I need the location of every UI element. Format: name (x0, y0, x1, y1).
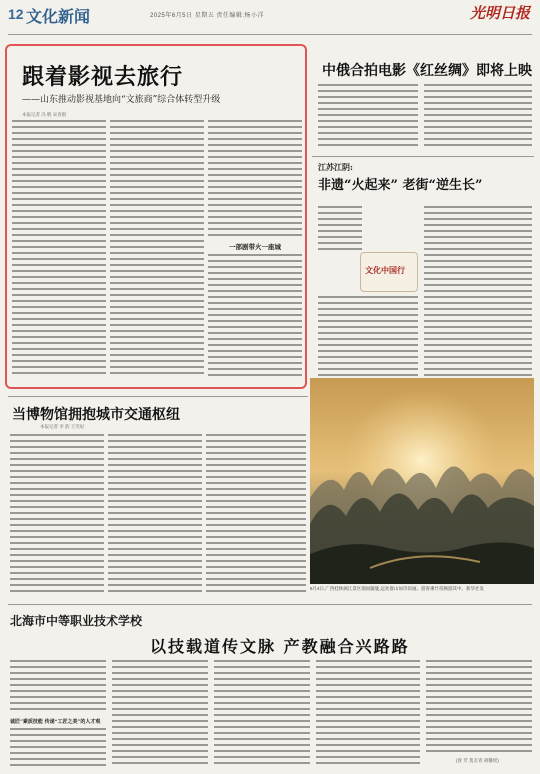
bottom-column-4 (316, 660, 420, 768)
left-mid-column-3 (206, 434, 306, 596)
right-divider-1 (312, 156, 534, 157)
left-mid-byline: 本报记者 李 韵 王笑妃 (40, 424, 85, 429)
page-number: 12 (8, 6, 24, 22)
left-mid-headline: 当博物馆拥抱城市交通枢纽 (12, 407, 180, 423)
bottom-column-3 (214, 660, 310, 768)
right-top-headline: 中俄合拍电影《红丝绸》即将上映 (322, 63, 532, 79)
main-byline: 本报记者 冯 帆 宋喜群 (22, 112, 67, 117)
left-mid-column-1 (10, 434, 104, 596)
main-story-column-1 (12, 120, 106, 376)
right-mid-column-1b (318, 296, 418, 376)
karst-landscape-image (310, 378, 534, 584)
bottom-column-1a (10, 660, 106, 714)
masthead-divider (8, 34, 532, 35)
landscape-photo (310, 378, 534, 584)
bottom-divider (8, 604, 532, 605)
culture-china-emblem (360, 252, 418, 292)
main-story-column-3a (208, 120, 302, 238)
dateline: 2025年6月5日 星期五 责任编辑:杨小洋 (150, 13, 265, 19)
photo-caption: 6月4日,广西桂林漓江景区烟雨朦胧,远处群山如诗似画。游客乘竹筏畅游其中。新华社发 (310, 586, 485, 591)
right-mid-column-1a (318, 206, 362, 250)
section-title: 文化新闻 (26, 7, 91, 26)
main-subheadline: ——山东推动影视基地向“文旅商”综合体转型升级 (22, 95, 221, 105)
bottom-footer-byline: (曾 芳 莫友青 胡馨瑶) (456, 758, 499, 763)
bottom-column-2 (112, 660, 208, 768)
newspaper-logo: 光明日报 (470, 4, 531, 22)
bottom-column-1b (10, 728, 106, 768)
left-divider (8, 396, 308, 397)
bottom-column-5 (426, 660, 532, 754)
main-story-column-2 (110, 120, 204, 376)
main-story-section-heading: 一部剧带火一座城 (229, 243, 281, 251)
bottom-headline: 以技载道传文脉 产教融合兴路路 (150, 637, 410, 656)
masthead (0, 0, 540, 36)
emblem-text: 文化中国行 (365, 265, 405, 275)
right-mid-kicker: 江苏江阴: (318, 162, 353, 172)
main-story-column-3b (208, 254, 302, 376)
right-mid-column-2 (424, 206, 532, 376)
left-mid-column-2 (108, 434, 202, 596)
bottom-subheading-1: 诚匠”素质技能 传递“工匠之美”的人才观 (10, 719, 101, 725)
main-headline: 跟着影视去旅行 (22, 64, 184, 90)
right-top-column-2 (424, 84, 532, 146)
right-mid-headline: 非遗“火起来” 老街“逆生长” (318, 178, 483, 193)
right-top-column-1 (318, 84, 418, 146)
bottom-column-title: 北海市中等职业技术学校 (10, 614, 143, 628)
